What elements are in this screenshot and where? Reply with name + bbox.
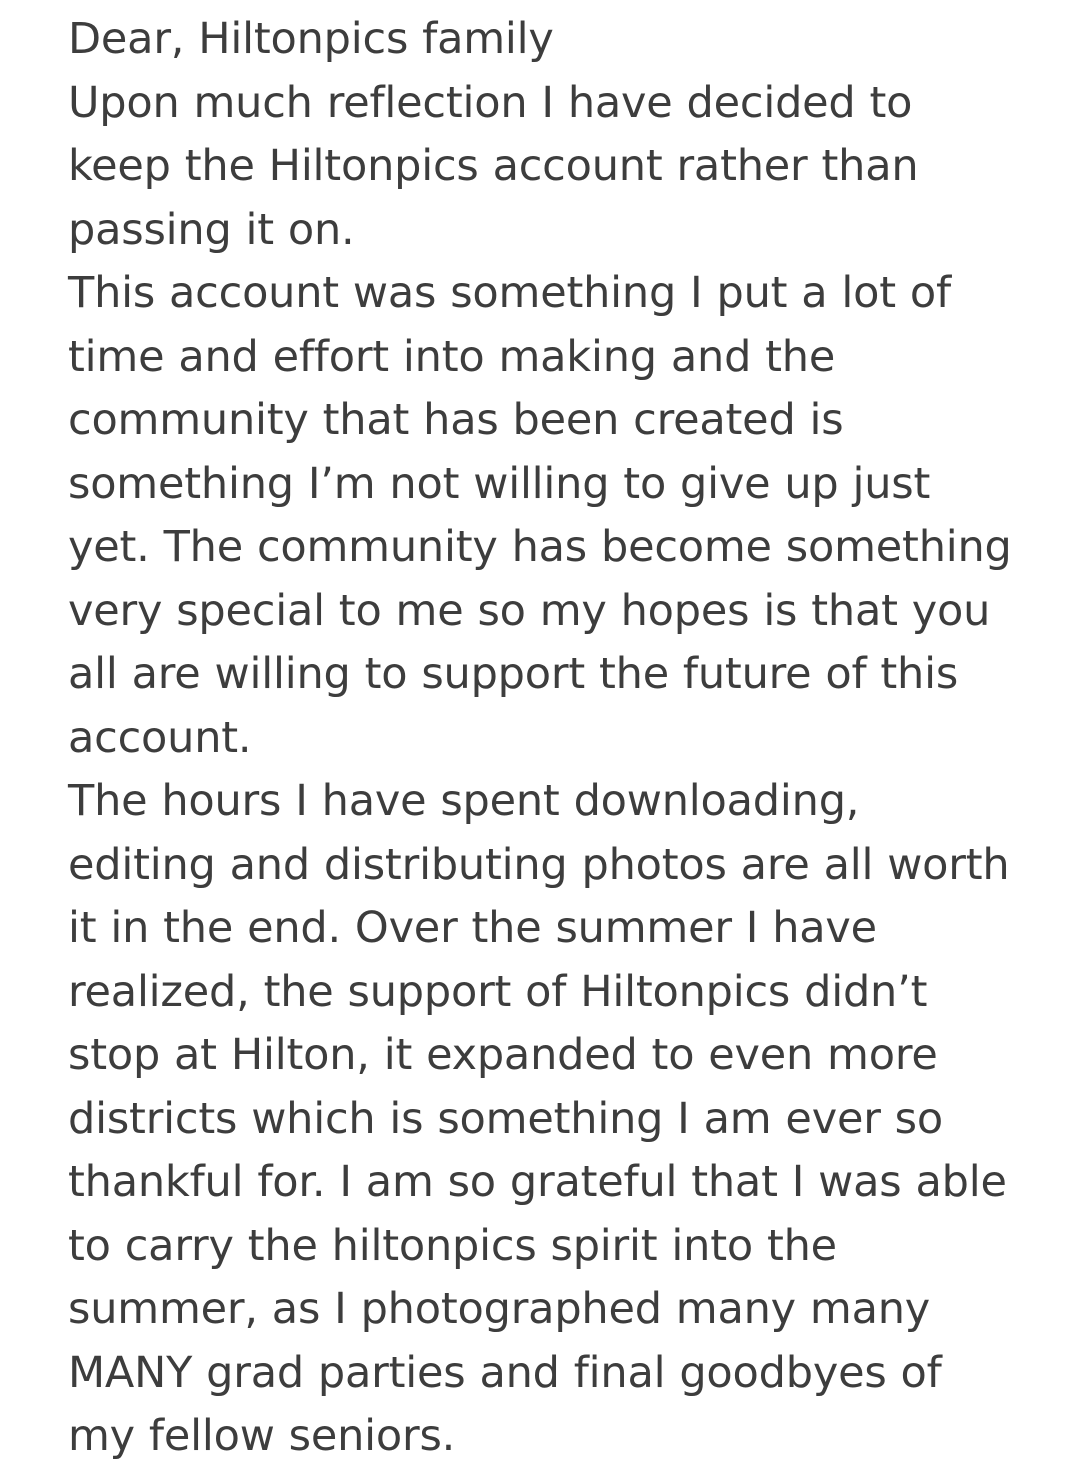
note-text-body: [68, 8, 1020, 1469]
note-paragraph-greeting: Dear, Hiltonpics family: [68, 14, 554, 64]
note-paragraph-community: This account was something I put a lot of time and effort into making and the community that has been created is something I’m not willing to give up just yet. The community has become something very special to me so my hopes is that you all are willing to support the future of this account.: [68, 268, 1012, 763]
note-paragraph-gratitude: The hours I have spent downloading, editing and distributing photos are all worth it in the end. Over the summer I have realized, the support of Hiltonpics didn’t stop at Hilton, it expanded to even more districts which is something I am ever so thankful for. I am so grateful that I was able to carry the hiltonpics spirit into the summer, as I photographed many many MANY grad parties and final goodbyes of my fellow seniors.: [68, 776, 1010, 1461]
note-paragraph-decision: Upon much reflection I have decided to keep the Hiltonpics account rather than passing it on.: [68, 77, 919, 255]
